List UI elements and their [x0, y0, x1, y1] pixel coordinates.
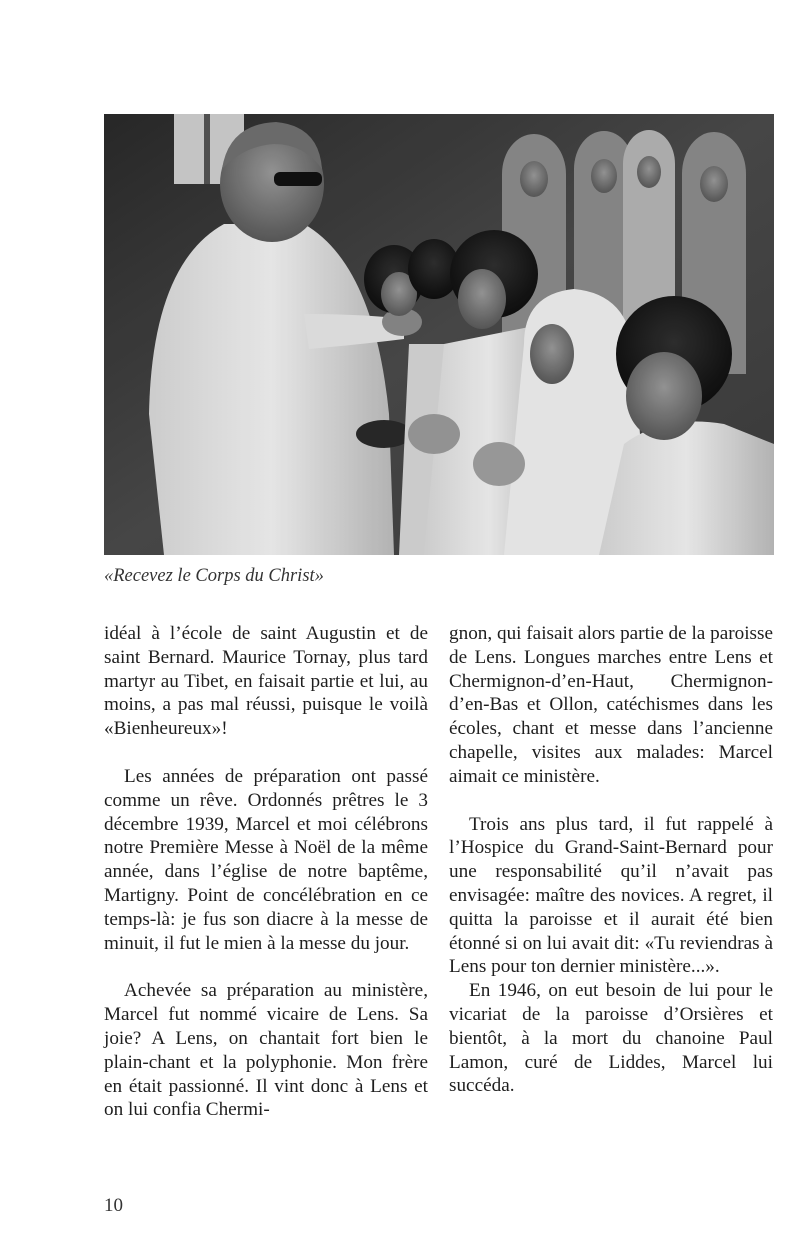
paragraph: idéal à l’école de saint Augustin et de saint Bernard. Maurice Tornay, plus tard martyr au Tibet, en faisait partie et lui, au moins, a pas mal réussi, puisque le voilà «Bienheureux»!	[104, 623, 428, 740]
paragraph: Achevée sa préparation au ministère, Marcel fut nommé vicaire de Lens. Sa joie? A Lens, on chantait fort bien le plain-chant et la polyphonie. Mon frère en était passionné. Il vint donc à Lens et on lui confia Chermi-	[104, 980, 428, 1121]
photo-illustration	[104, 114, 774, 555]
page-number: 10	[104, 1195, 123, 1216]
paragraph: gnon, qui faisait alors partie de la paroisse de Lens. Longues marches entre Lens et Chermignon-d’en-Haut, Chermignon-d’en-Bas et Ollon, catéchismes dans les écoles, chant et messe dans l’ancienne chapelle, visites aux malades: Marcel aimait ce ministère.	[449, 623, 773, 787]
paragraph: En 1946, on eut besoin de lui pour le vicariat de la paroisse d’Orsières et bientôt, à la mort du chanoine Paul Lamon, curé de Liddes, Marcel lui succéda.	[449, 980, 773, 1097]
paragraph: Trois ans plus tard, il fut rappelé à l’Hospice du Grand-Saint-Bernard pour une responsabilité qu’il n’avait pas envisagée: maître des novices. A regret, il quitta la paroisse et il aurait été bien étonné si on lui avait dit: «Tu reviendras à Lens pour ton dernier ministère...».	[449, 813, 773, 978]
communion-photograph	[104, 114, 774, 555]
figure-caption: «Recevez le Corps du Christ»	[104, 566, 324, 586]
paragraph: Les années de préparation ont passé comme un rêve. Ordonnés prêtres le 3 décembre 1939, Marcel et moi célébrons notre Première Messe à Noël de la même année, dans l’église de notre baptême, Martigny. Point de concélébration en ce temps-là: je fus son diacre à la messe de minuit, il fut le mien à la messe du jour.	[104, 765, 428, 954]
right-column	[449, 622, 773, 1098]
left-column	[104, 622, 428, 1122]
